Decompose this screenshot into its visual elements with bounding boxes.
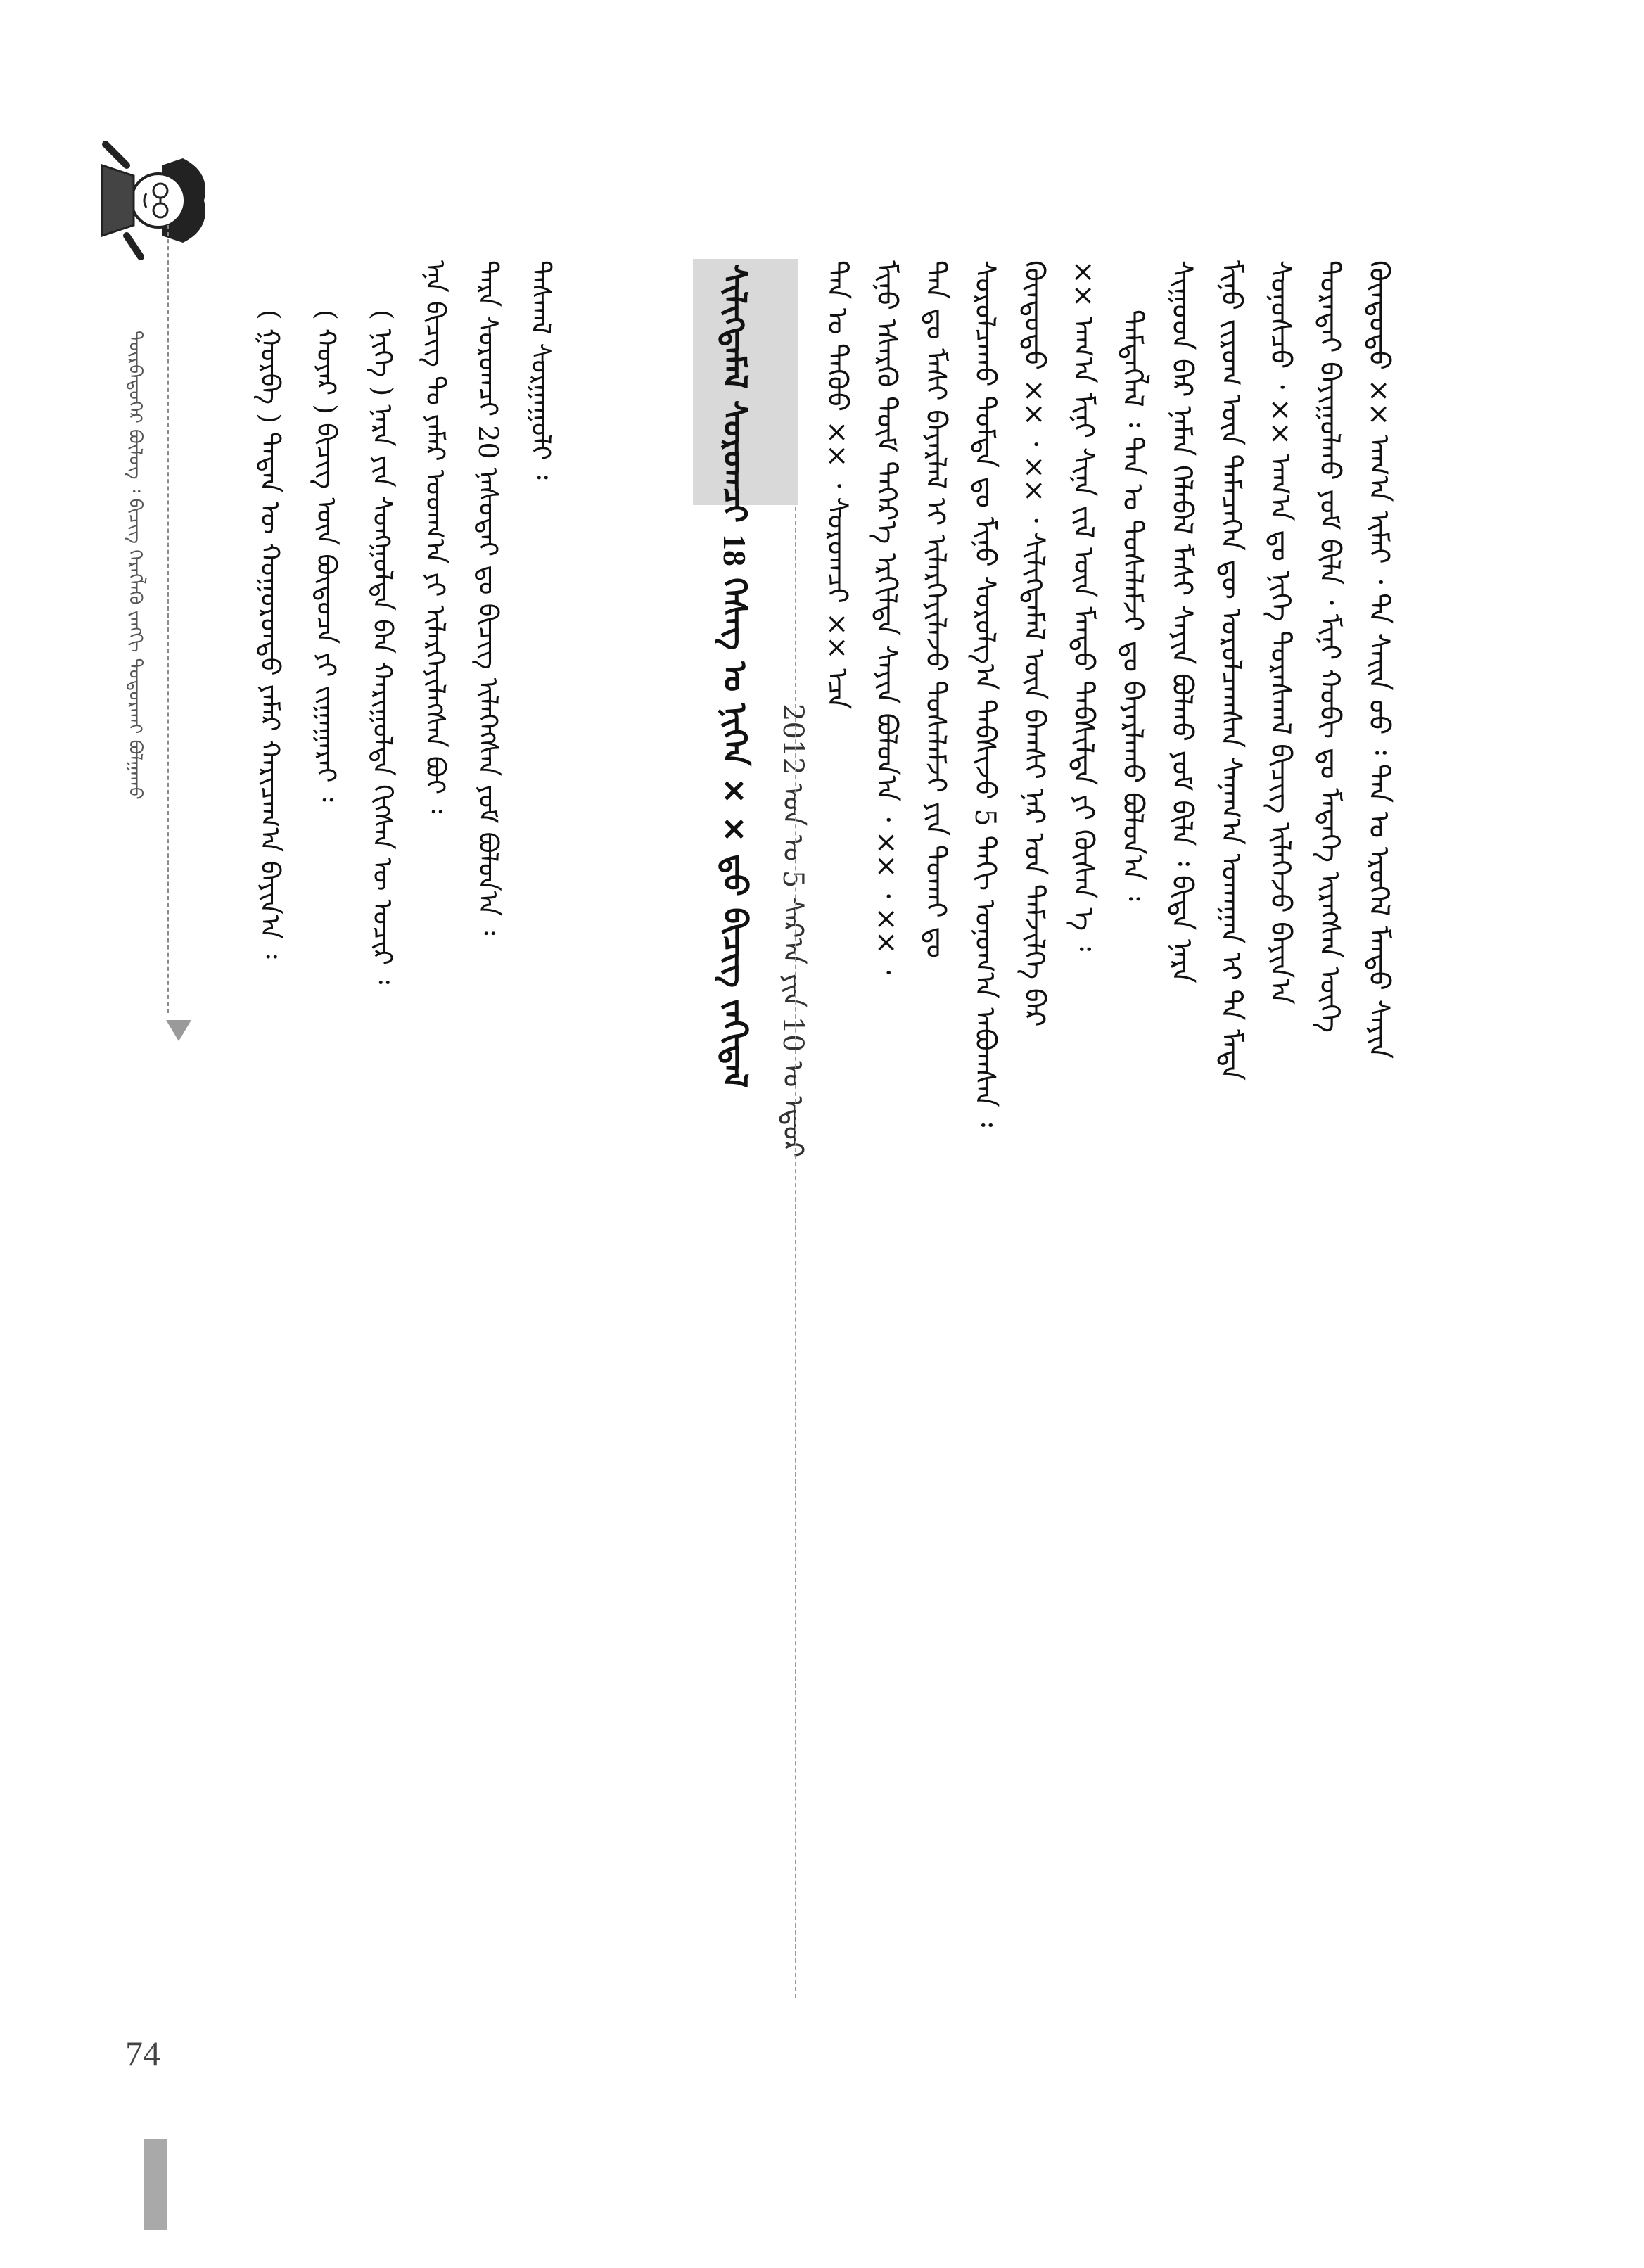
letter-line: ᠮᠢᠨᠤ ᠡᠰᠡᠷᠭᠦ ᠳᠦᠮ ᠳᠡᠭᠡᠷ᠎ᠡ ᠡᠷᠭᠢᠯᠲᠡ ᠰᠠᠶᠢᠨ ᠪᠣᠯᠤᠨ᠎ᠠ ᠂ ×× ᠂ ×× ᠂ [870, 260, 903, 975]
title-part-d: ᠵᠠᠬᠢᠳᠠᠯ [716, 999, 754, 1088]
triangle-arrow-icon [166, 1020, 191, 1041]
dashed-divider [795, 260, 796, 1998]
letter-line: ᠰᠤᠷᠤᠯᠴᠠᠬᠤ ᠳᠤᠮᠳᠠ ᠳᠤ ᠮᠢᠨᠤ ᠰᠤᠷᠤᠯᠭ᠎ᠠ ᠳᠡᠪᠰᠢᠵᠦ 5 ᠳᠠᠬᠢ ᠣᠨᠣᠭ᠎ᠠ ᠠᠪᠤᠭᠰᠠᠨ ᠄ [969, 260, 1001, 1128]
letter-line: ᠬᠦᠨᠳᠦᠲᠦ ×× ᠠᠬ᠎ᠠ ᠢᠮᠠᠢ ᠂ ᠲᠠ ᠰᠠᠢᠨ ᠤᠤ ᠄ ᠲᠠᠨ ᠤ ᠡᠷᠦᠭᠡᠯ ᠮᠡᠨᠳᠦ ᠰᠠᠶᠢᠨ [1363, 260, 1395, 1059]
question-line: ( ᠬᠣᠶᠠᠷ ) ᠪᠢᠴᠢᠭ ᠦᠨ ᠪᠦᠲᠦᠴᠡ ᠶᠢ ᠵᠢᠭᠠᠭᠠᠷᠠᠢ ᠄ [311, 310, 342, 802]
letter-line: ᠰᠣᠨᠣᠰᠴᠤ ᠂ ×× ᠠᠬ᠎ᠠ ᠳᠤ ᠨᠢᠭᠡ ᠳᠤᠷᠠᠰᠬᠠᠯ ᠪᠢᠴᠢᠭ ᠢᠯᠡᠭᠡᠵᠦ ᠪᠠᠶᠢᠨ᠎ᠠ [1264, 260, 1296, 1005]
section-title [714, 264, 770, 1088]
question-line: ( ᠭᠤᠷᠪᠠ ) ᠲᠡᠳᠡᠨ ᠦ ᠬᠤᠭᠤᠷᠤᠨᠳᠤ ᠶᠠᠮᠠᠷ ᠬᠠᠷᠢᠴᠠᠭ᠎ᠠ ᠪᠠᠶᠢᠨ᠎ᠠ ᠄ [255, 310, 286, 959]
letter-line: ᠮᠢᠨᠤ ᠵᠢᠷᠤᠭ ᠦᠨ ᠲᠡᠮᠡᠴᠡᠭᠡᠨ ᠳᠦ ᠣᠷᠣᠯᠴᠠᠭᠰᠠᠨ ᠰᠠᠨᠠᠭ᠎ᠠ ᠤᠬᠠᠭᠠᠨ ᠢ ᠲᠠ ᠮᠡᠳᠡ [1215, 260, 1247, 1081]
letter-line: ᠬᠦᠨᠳᠦᠲᠦ ×× ᠂ ×× ᠂ ᠰᠢᠯᠢᠭᠳᠡᠮᠡᠯ ᠦᠨ ᠪᠠᠭᠰᠢ ᠨᠠᠷ ᠤᠨ ᠳᠡᠮᠵᠢᠯᠭᠡ ᠪᠠᠷ [1018, 260, 1050, 1027]
title-part-a: ᠰᠢᠯᠢᠭᠳᠡᠮᠡᠯ ᠰᠤᠷᠤᠭᠴᠢ [716, 264, 754, 523]
question-line: ᠡᠨᠡ ᠪᠢᠴᠢᠭ ᠲᠤ ᠶᠠᠮᠠᠷ ᠤᠳᠬ᠎ᠠ ᠶᠢ ᠢᠯᠡᠷᠬᠡᠶᠢᠯᠡᠭᠰᠡᠨ ᠪᠤᠢ ᠄ [420, 260, 451, 814]
question-line: ( ᠨᠢᠭᠡ ) ᠨᠡᠷᠡ ᠶᠢᠨ ᠰᠣᠩᠭᠣᠯᠲᠠ ᠪᠠᠨ ᠬᠠᠷᠢᠭᠤᠯᠲᠠ ᠬᠢᠭᠰᠡᠨ ᠦ ᠤᠴᠢᠷ ᠄ [367, 310, 398, 985]
title-mark: × × [716, 777, 754, 843]
cartoon-mascot-icon [88, 134, 229, 267]
running-header: ᠳᠥᠷᠪᠡᠳᠦᠭᠡᠷ ᠪᠦᠯᠦᠭ ᠄ ᠪᠢᠴᠢᠭ ᠬᠡᠷᠡᠭᠯᠡᠬᠦ ᠵᠠᠩᠭᠢ ᠲᠤᠳᠤᠷᠬᠠᠢ ᠪᠣᠯᠭᠠᠬᠤ [125, 331, 146, 800]
letter-line: ×× ᠠᠬ᠎ᠠ ᠮᠢᠨᠢ ᠰᠢᠨᠡ ᠵᠢᠯ ᠦᠨ ᠮᠡᠨᠳᠦ ᠳᠡᠪᠰᠢᠯᠲᠡ ᠶᠢ ᠬᠦᠰᠡᠨ ᠡ ᠄ [1067, 260, 1100, 952]
title-number: 18 [717, 534, 753, 567]
letter-line: ᠰᠢᠭᠤᠳ ᠪᠠᠷ ᠨᠡᠮᠡᠨ ᠬᠡᠯᠡᠪᠡᠯ ᠮᠠᠰᠢ ᠰᠠᠶᠢᠨ ᠪᠣᠯᠬᠤ ᠶᠤᠮ ᠪᠢᠯᠡ ᠄ ᠪᠢᠳᠡ ᠨᠡᠷᠡ [1166, 260, 1198, 983]
letter-line: ᠳᠤᠷᠠᠲᠠᠶ ᠪᠠᠶᠢᠭᠤᠯᠬᠤ ᠶᠤᠮ ᠪᠢᠯᠡ ᠂ ᠮᠢᠨᠢ ᠬᠤᠪᠢ ᠳᠤ ᠮᠡᠳᠡᠭᠡ ᠢᠷᠡᠭᠰᠡᠨ ᠦᠭᠡ [1313, 260, 1346, 1033]
letter-line: ᠲᠡᠮᠳᠡᠭᠯᠡᠯ ᠄ ᠲᠠᠨ ᠤ ᠲᠤᠰᠠᠯᠠᠮᠵᠢ ᠳᠤ ᠪᠠᠶᠠᠷᠯᠠᠬᠤ ᠪᠣᠯᠤᠨ᠎ᠠ ᠄ [1116, 310, 1149, 901]
letter-date: 2012 ᠣᠨ ᠤ 5 ᠰᠠᠷ᠎ᠠ ᠶᠢᠨ 10 ᠤ ᠡᠳᠦᠷ [777, 703, 809, 1158]
page-edge-tab [144, 2139, 167, 2230]
question-line: ᠲᠡᠷᠡ ᠰᠤᠷᠤᠭᠴᠢ 20 ᠨᠠᠰᠤᠲᠠᠶ ᠳᠤ ᠪᠢᠴᠢᠭ ᠢᠯᠡᠭᠡᠭᠰᠡᠨ ᠶᠤᠮ ᠪᠣᠯᠤᠨ᠎ᠠ ᠄ [473, 260, 504, 936]
side-divider [167, 225, 169, 1013]
title-part-b: ᠳ᠋ᠤ ᠪᠢᠴᠢᠭ [716, 853, 754, 988]
questions-heading: ᠳᠠᠰᠬᠠᠯ ᠰᠤᠷᠭᠠᠭᠤᠯᠢ ᠄ [525, 260, 556, 480]
page-number: 74 [125, 2034, 160, 2073]
title-part-c: ᠬᠡᠰᠡᠭ ᠤ ᠨᠢᠭᠡᠨ [716, 578, 754, 766]
letter-line: ᠲᠠᠨ ᠳᠤ ᠮᠠᠰᠢ ᠪᠠᠶᠠᠷᠯᠠᠯ ᠢ ᠢᠯᠡᠷᠬᠡᠶᠢᠯᠡᠵᠦ ᠲᠤᠰᠠᠯᠠᠮᠵᠢ ᠶᠢᠨ ᠲᠤᠬᠠᠶ ᠳᠤ [919, 260, 952, 958]
letter-signature: ᠲᠠᠨ ᠤ ᠳᠡᠭᠦᠦ ×× ᠂ ᠰᠤᠷᠤᠭᠴᠢ ×× ᠡᠴᠡ [821, 260, 853, 710]
